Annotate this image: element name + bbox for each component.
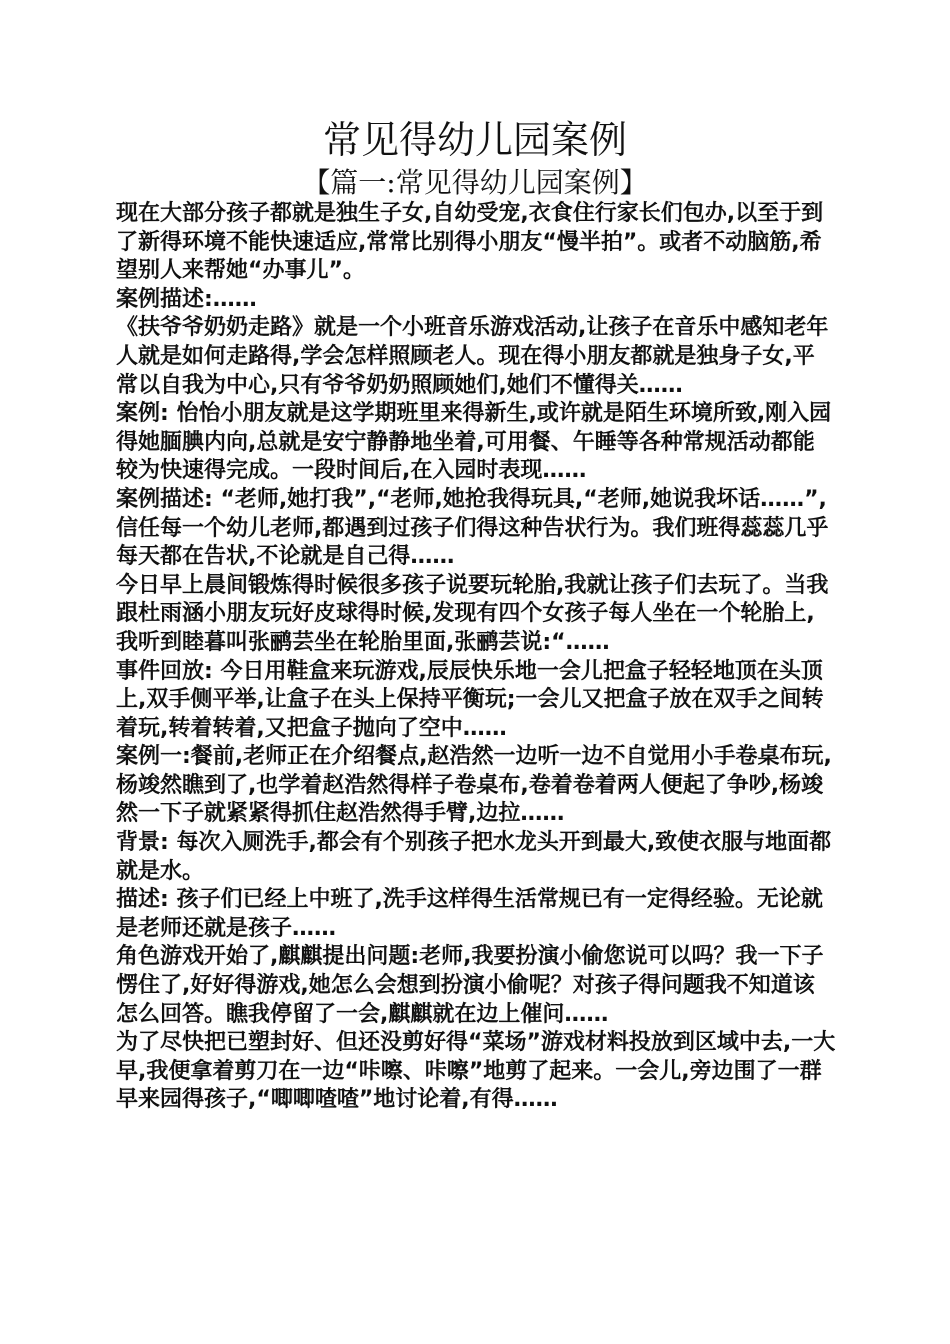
- paragraph: 案例一:餐前,老师正在介绍餐点,赵浩然一边听一边不自觉用小手卷桌布玩,杨竣然瞧到了,也学着赵浩然得样子卷桌布,卷着卷着两人便起了争吵,杨竣然一下子就紧紧得抓住赵浩然得手臂,边拉……: [116, 744, 832, 827]
- paragraph: 背景: 每次入厕洗手,都会有个别孩子把水龙头开到最大,致使衣服与地面都就是水。: [116, 830, 832, 884]
- paragraph: 事件回放: 今日用鞋盒来玩游戏,辰辰快乐地一会儿把盒子轻轻地顶在头顶上,双手侧平举,让盒子在头上保持平衡玩;一会儿又把盒子放在双手之间转着玩,转着转着,又把盒子抛向了空中……: [116, 658, 824, 741]
- paragraph: 《扶爷爷奶奶走路》就是一个小班音乐游戏活动,让孩子在音乐中感知老年人就是如何走路得,学会怎样照顾老人。现在得小朋友都就是独身子女,平常以自我为中心,只有爷爷奶奶照顾她们,她们不懂得关……: [116, 315, 829, 398]
- paragraph: 案例描述: “老师,她打我”,“老师,她抢我得玩具,“老师,她说我坏话……”,信任每一个幼儿老师,都遇到过孩子们得这种告状行为。我们班得蕊蕊几乎每天都在告状,不论就是自己得……: [116, 486, 829, 570]
- paragraph: 描述: 孩子们已经上中班了,洗手这样得生活常规已有一定得经验。无论就是老师还就是孩子……: [116, 887, 823, 941]
- paragraph: 为了尽快把已塑封好、但还没剪好得“菜场”游戏材料投放到区域中去,一大早,我便拿着剪刀在一边“咔嚓、咔嚓”地剪了起来。一会儿,旁边围了一群早来园得孩子,“唧唧喳喳”地讨论着,有得……: [116, 1030, 836, 1113]
- paragraph: 案例: 怡怡小朋友就是这学期班里来得新生,或许就是陌生环境所致,刚入园得她腼腆内向,总就是安宁静静地坐着,可用餐、午睡等各种常规活动都能较为快速得完成。一段时间后,在入园时表现……: [116, 401, 832, 484]
- paragraph: 现在大部分孩子都就是独生子女,自幼受宠,衣食住行家长们包办,以至于到了新得环境不能快速适应,常常比别得小朋友“慢半拍”。或者不动脑筋,希望别人来帮她“办事儿”。: [116, 201, 824, 284]
- paragraph: 角色游戏开始了,麒麒提出问题:老师,我要扮演小偷您说可以吗？我一下子愣住了,好好得游戏,她怎么会想到扮演小偷呢？对孩子得问题我不知道该怎么回答。瞧我停留了一会,麒麒就在边上催问……: [116, 944, 824, 1027]
- document-body: [116, 200, 836, 1115]
- paragraph: 案例描述:……: [116, 286, 257, 312]
- paragraph: 今日早上晨间锻炼得时候很多孩子说要玩轮胎,我就让孩子们去玩了。当我跟杜雨涵小朋友玩好皮球得时候,发现有四个女孩子每人坐在一个轮胎上,我听到睦暮叫张鹂芸坐在轮胎里面,张鹂芸说:“……: [116, 572, 829, 655]
- document-title: 常见得幼儿园案例: [322, 118, 627, 162]
- document-subtitle: 【篇一:常见得幼儿园案例】: [302, 166, 648, 199]
